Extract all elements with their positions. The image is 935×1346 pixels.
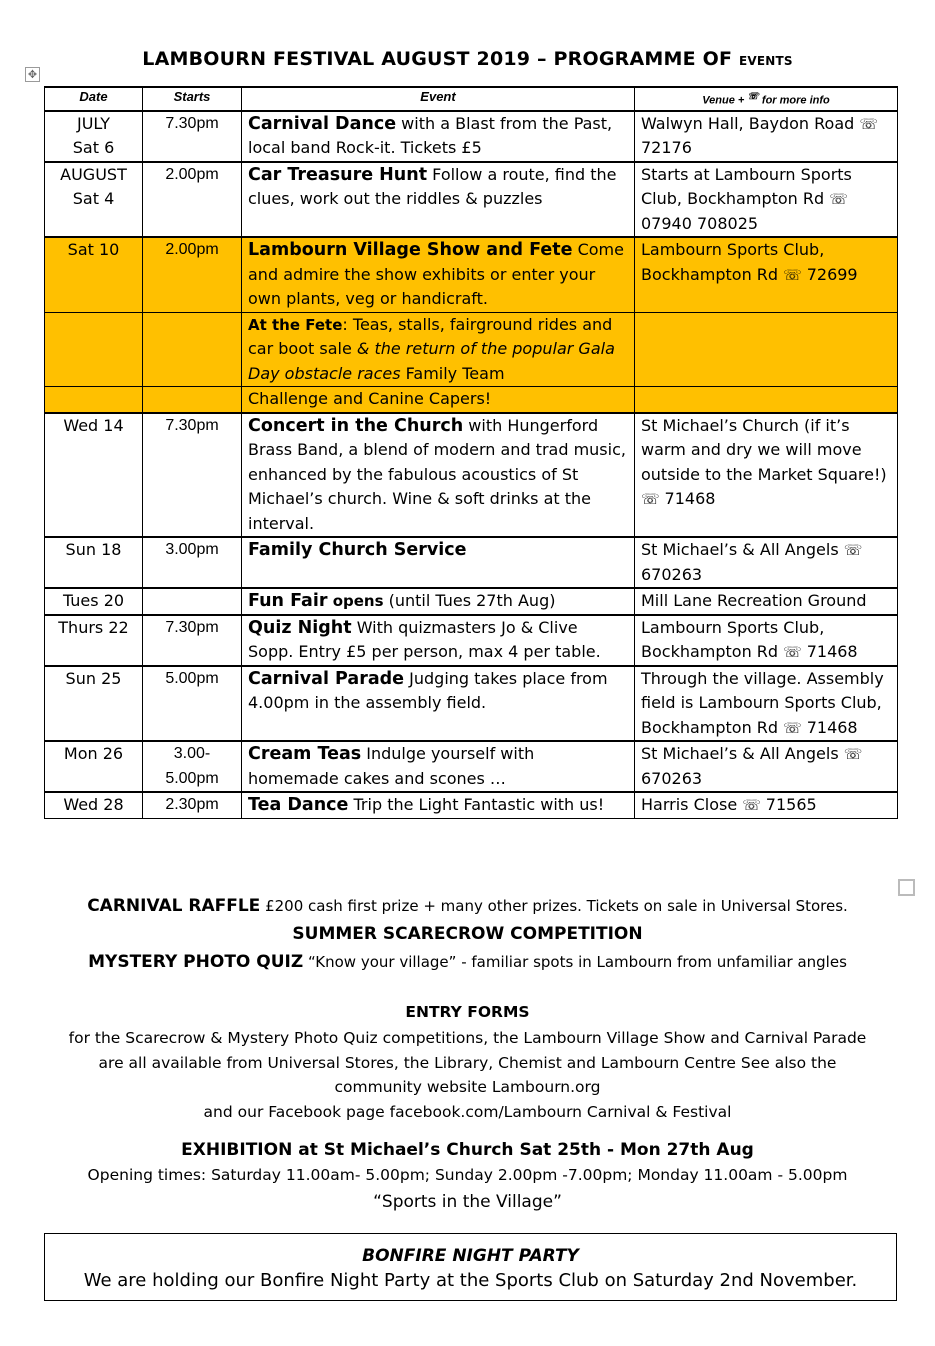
event-cell (242, 312, 635, 387)
telephone-icon: ☏ (829, 190, 849, 209)
starts-cell (143, 741, 242, 792)
event-cell (242, 162, 635, 238)
venue-name: Lambourn Sports Club, Bockhampton Rd (641, 240, 825, 284)
starts-cell (143, 387, 242, 413)
venue-name: Mill Lane Recreation Ground (641, 591, 867, 611)
table-row (45, 162, 898, 238)
event-cell (242, 615, 635, 666)
page-title (0, 48, 935, 70)
date-line: Sun 25 (65, 668, 122, 688)
start-time: 7.30pm (165, 618, 219, 636)
venue-cell (635, 537, 898, 588)
event-description: Judging takes place from 4.00pm in the assembly field. (248, 668, 608, 713)
entry-forms-text: for the Scarecrow & Mystery Photo Quiz competitions, the Lambourn Village Show and Carnival Parade are all available from Universal Stores, the Library, Chemist and Lambourn Centre See also the community website Lambourn.org and our Facebook page facebook.com/Lambourn Carnival & Festival (68, 1029, 867, 1121)
start-time: 2.30pm (165, 796, 219, 814)
telephone-icon: ☏ (783, 265, 807, 284)
venue-cell (635, 588, 898, 615)
date-line: Wed 14 (63, 415, 124, 435)
event-cell (242, 413, 635, 538)
date-line: Sat 10 (67, 240, 120, 260)
telephone-icon: ☏ (641, 490, 665, 509)
event-name: Carnival Parade (248, 668, 405, 689)
venue-name: Through the village. Assembly field is Lambourn Sports Club, Bockhampton Rd (641, 668, 884, 737)
venue-cell (635, 792, 898, 818)
start-time: 2.00pm (165, 165, 219, 183)
date-line: JULY (77, 113, 110, 133)
start-time: 5.00pm (165, 669, 219, 687)
table-row (45, 792, 898, 818)
venue-cell (635, 666, 898, 742)
event-description: with a Blast from the Past, local band Rock-it. Tickets £5 (248, 113, 613, 158)
scarecrow-heading: SUMMER SCARECROW COMPETITION (292, 924, 643, 944)
event-description: Family Team (400, 363, 505, 383)
mystery-photo-quiz: MYSTERY PHOTO QUIZ “Know your village” - familiar spots in Lambourn from unfamiliar angles (88, 952, 847, 972)
table-end-marker (898, 879, 915, 896)
start-time: 7.30pm (165, 114, 219, 132)
venue-cell (635, 387, 898, 413)
event-description: : Teas, stalls, fairground rides and car boot sale (248, 314, 613, 359)
title-main: LAMBOURN FESTIVAL AUGUST 2019 – PROGRAMME OF (142, 48, 733, 70)
header-event: Event (242, 87, 635, 111)
table-move-handle-icon[interactable]: ✥ (25, 67, 40, 82)
table-row (45, 237, 898, 312)
date-cell (45, 666, 143, 742)
telephone-icon: ☏ (843, 541, 863, 560)
event-subheading: At the Fete (248, 315, 343, 334)
venue-name: Lambourn Sports Club, Bockhampton Rd (641, 617, 825, 662)
event-name: Carnival Dance (248, 113, 397, 134)
event-name: Tea Dance (248, 795, 349, 816)
venue-cell (635, 237, 898, 312)
date-line: Mon 26 (63, 744, 124, 764)
venue-name: Walwyn Hall, Baydon Road (641, 113, 860, 133)
event-name: Cream Teas (248, 744, 362, 765)
event-description: (until Tues 27th Aug) (383, 591, 556, 611)
event-name: Fun Fair (248, 591, 328, 612)
event-description: With quizmasters Jo & Clive Sopp. Entry £5 per person, max 4 per table. (248, 617, 601, 662)
event-name: Car Treasure Hunt (248, 164, 428, 185)
header-date: Date (45, 87, 143, 111)
telephone-icon: ☏ (783, 718, 807, 737)
event-cell (242, 237, 635, 312)
telephone-icon: ☏ (843, 745, 863, 764)
starts-cell (143, 615, 242, 666)
starts-cell (143, 162, 242, 238)
date-line: Sat 4 (72, 189, 115, 209)
exhibition-times: Opening times: Saturday 11.00am- 5.00pm; Sunday 2.00pm -7.00pm; Monday 11.00am - 5.00pm (87, 1166, 848, 1184)
date-cell (45, 537, 143, 588)
telephone-icon: ☏ (859, 114, 879, 133)
venue-name: St Michael’s & All Angels (641, 540, 844, 560)
start-time: 2.00pm (165, 241, 219, 259)
start-time: 5.00pm (165, 769, 219, 787)
venue-cell (635, 312, 898, 387)
date-cell (45, 111, 143, 162)
table-row (45, 111, 898, 162)
venue-phone: 72699 (806, 264, 858, 284)
event-description: Challenge and Canine Capers! (248, 389, 492, 409)
table-row (45, 588, 898, 615)
table-row (45, 312, 898, 387)
date-cell (45, 387, 143, 413)
starts-cell (143, 237, 242, 312)
date-line: Tues 20 (62, 591, 125, 611)
venue-name: Harris Close (641, 795, 743, 815)
table-row (45, 615, 898, 666)
exhibition-heading: EXHIBITION at St Michael’s Church Sat 25th - Mon 27th Aug (181, 1140, 754, 1160)
starts-cell (143, 413, 242, 538)
table-row (45, 537, 898, 588)
start-time: 3.00pm (165, 541, 219, 559)
event-cell (242, 111, 635, 162)
exhibition-theme: “Sports in the Village” (373, 1192, 562, 1212)
starts-cell (143, 312, 242, 387)
venue-name: St Michael’s & All Angels (641, 744, 844, 764)
table-row (45, 413, 898, 538)
event-description: Follow a route, find the clues, work out the riddles & puzzles (248, 164, 617, 209)
entry-forms-heading: ENTRY FORMS (405, 1003, 530, 1021)
table-row (45, 387, 898, 413)
event-description-italic: & the return of the popular Gala Day obstacle races (248, 339, 615, 383)
table-row (45, 741, 898, 792)
carnival-raffle: CARNIVAL RAFFLE £200 cash first prize + many other prizes. Tickets on sale in Universal Stores. (87, 896, 848, 916)
venue-cell (635, 741, 898, 792)
telephone-icon: ☏ (783, 643, 807, 662)
venue-cell (635, 413, 898, 538)
title-small: EVENTS (738, 54, 793, 68)
table-header-row (45, 87, 898, 111)
venue-phone: 72176 (641, 138, 692, 158)
venue-phone: 07940 708025 (641, 213, 759, 233)
venue-cell (635, 162, 898, 238)
date-cell (45, 588, 143, 615)
event-name: Quiz Night (248, 617, 352, 638)
telephone-icon: ☏ (742, 796, 766, 815)
event-cell (242, 666, 635, 742)
date-line: Thurs 22 (58, 617, 129, 637)
starts-cell (143, 666, 242, 742)
date-cell (45, 792, 143, 818)
date-line: Wed 28 (63, 795, 124, 815)
venue-phone: 71565 (765, 795, 817, 815)
venue-name: Starts at Lambourn Sports Club, Bockhampton Rd (641, 164, 852, 209)
starts-cell (143, 588, 242, 615)
table-row (45, 666, 898, 742)
bonfire-heading: BONFIRE NIGHT PARTY (362, 1246, 579, 1266)
starts-cell (143, 537, 242, 588)
programme-table (44, 86, 898, 819)
header-starts: Starts (143, 87, 242, 111)
event-description: Trip the Light Fantastic with us! (348, 795, 605, 815)
event-name: Lambourn Village Show and Fete (248, 240, 573, 261)
event-description: Come and admire the show exhibits or enter your own plants, veg or handicraft. (248, 240, 624, 309)
starts-cell (143, 792, 242, 818)
venue-phone: 71468 (806, 717, 858, 737)
venue-phone: 71468 (664, 489, 716, 509)
venue-cell (635, 111, 898, 162)
venue-phone: 670263 (641, 564, 703, 584)
event-cell (242, 537, 635, 588)
date-cell (45, 741, 143, 792)
telephone-icon: ☏ (747, 91, 759, 101)
start-time: 3.00- (173, 745, 211, 763)
date-cell (45, 237, 143, 312)
venue-phone: 670263 (641, 768, 703, 788)
event-cell (242, 792, 635, 818)
date-line: AUGUST (60, 164, 127, 184)
date-cell (45, 615, 143, 666)
header-venue: Venue + ☏ for more info (635, 87, 898, 111)
date-cell (45, 312, 143, 387)
date-line: Sat 6 (72, 138, 115, 158)
event-name: Family Church Service (248, 540, 467, 561)
event-description: Indulge yourself with homemade cakes and scones … (248, 744, 535, 788)
event-name: Concert in the Church (248, 415, 464, 436)
event-cell (242, 741, 635, 792)
event-description: with Hungerford Brass Band, a blend of modern and trad music, enhanced by the fabulous acoustics of St Michael’s church. Wine & soft drinks at the interval. (248, 415, 626, 533)
venue-name: St Michael’s Church (if it’s warm and dry we will move outside to the Market Square!) (641, 415, 887, 484)
event-name-suffix: opens (327, 592, 384, 611)
bonfire-text: We are holding our Bonfire Night Party at the Sports Club on Saturday 2nd November. (83, 1270, 858, 1291)
date-cell (45, 413, 143, 538)
event-cell (242, 588, 635, 615)
venue-phone: 71468 (806, 642, 858, 662)
starts-cell (143, 111, 242, 162)
date-cell (45, 162, 143, 238)
venue-cell (635, 615, 898, 666)
event-cell (242, 387, 635, 413)
date-line: Sun 18 (65, 540, 122, 560)
bonfire-box (44, 1233, 897, 1301)
start-time: 7.30pm (165, 416, 219, 434)
